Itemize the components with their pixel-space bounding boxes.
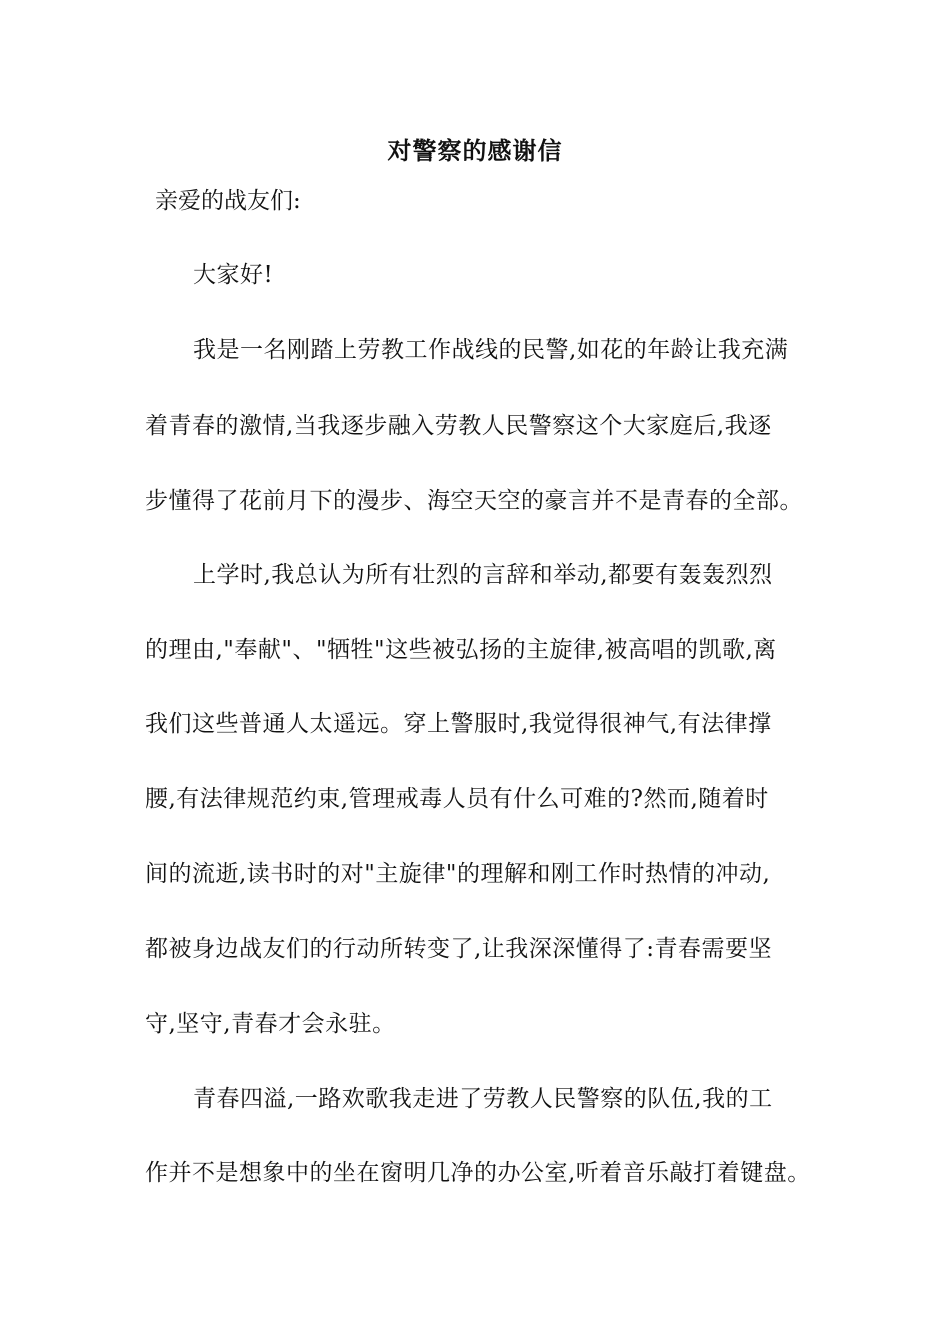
paragraph-3-line-1: 青春四溢,一路欢歌我走进了劳教人民警察的队伍,我的工: [193, 1086, 773, 1112]
paragraph-3-line-2: 作并不是想象中的坐在窗明几净的办公室,听着音乐敲打着键盘。: [145, 1160, 811, 1186]
salutation: 亲爱的战友们:: [155, 188, 301, 214]
paragraph-1-line-2: 着青春的激情,当我逐步融入劳教人民警察这个大家庭后,我逐: [145, 413, 772, 439]
paragraph-2-line-6: 都被身边战友们的行动所转变了,让我深深懂得了:青春需要坚: [145, 936, 773, 962]
paragraph-2-line-3: 我们这些普通人太遥远。穿上警服时,我觉得很神气,有法律撑: [145, 711, 772, 737]
paragraph-2-line-4: 腰,有法律规范约束,管理戒毒人员有什么可难的?然而,随着时: [145, 786, 769, 812]
paragraph-2-line-7: 守,坚守,青春才会永驻。: [145, 1011, 396, 1037]
paragraph-2-line-2: 的理由,"奉献"、"牺牲"这些被弘扬的主旋律,被高唱的凯歌,离: [145, 637, 777, 663]
paragraph-1-line-1: 我是一名刚踏上劳教工作战线的民警,如花的年龄让我充满: [193, 337, 789, 363]
document-title: 对警察的感谢信: [387, 136, 563, 165]
paragraph-1-line-3: 步懂得了花前月下的漫步、海空天空的豪言并不是青春的全部。: [145, 488, 803, 514]
paragraph-2-line-1: 上学时,我总认为所有壮烈的言辞和举动,都要有轰轰烈烈: [193, 562, 773, 588]
paragraph-greeting: 大家好!: [193, 262, 274, 288]
paragraph-2-line-5: 间的流逝,读书时的对"主旋律"的理解和刚工作时热情的冲动,: [145, 861, 771, 887]
